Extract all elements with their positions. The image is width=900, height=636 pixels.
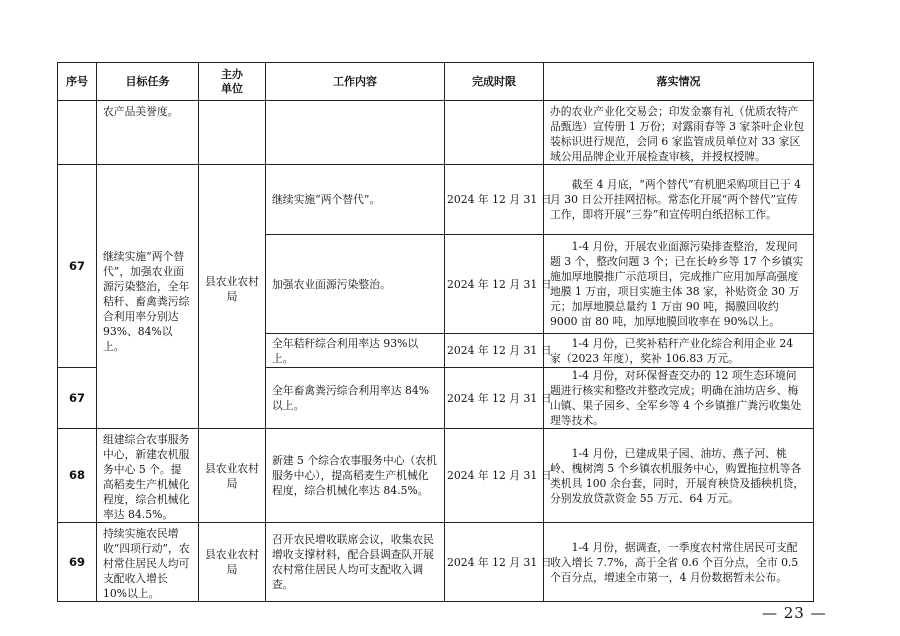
work-table	[57, 62, 814, 602]
cell-unit	[199, 101, 266, 165]
cell-unit-69: 县农业农村局	[199, 523, 266, 602]
header-deadline: 完成时限	[445, 63, 544, 101]
cell-content-67-d: 全年畜禽粪污综合利用率达 84%以上。	[266, 368, 445, 429]
header-unit-line1: 主办	[221, 67, 243, 81]
cell-content-68: 新建 5 个综合农事服务中心（农机服务中心），提高稻麦生产机械化程度，综合机械化率达 84.5%。	[266, 429, 445, 523]
cell-deadline-67-d: 2024 年 12 月 31 日	[445, 368, 544, 429]
cell-deadline-67-c: 2024 年 12 月 31 日	[445, 334, 544, 368]
cell-content-67-c: 全年秸秆综合利用率达 93%以上。	[266, 334, 445, 368]
cell-target-69: 持续实施农民增收“四项行动”，农村常住居民人均可支配收入增长 10%以上。	[97, 523, 199, 602]
cell-content	[266, 101, 445, 165]
cell-no-67: 67	[58, 165, 97, 368]
header-unit-line2: 单位	[221, 81, 243, 95]
cell-status-67-d: 1-4 月份，对环保督查交办的 12 项生态环境问题进行核实和整改并整改完成；明确在油坊店乡、梅山镇、果子园乡、全军乡等 4 个乡镇推广粪污收集处理等技术。	[544, 368, 814, 429]
cell-deadline-69: 2024 年 12 月 31 日	[445, 523, 544, 602]
cell-unit-67	[199, 165, 266, 429]
table-row-67-a	[58, 165, 814, 235]
cell-status-69: 1-4 月份，据调查，一季度农村常住居民可支配收入增长 7.7%，高于全省 0.6 个百分点，全市 0.5 个百分点，增速全市第一，4 月份数据暂未公布。	[544, 523, 814, 602]
target-67-text: 继续实施“两个替代”，加强农业面源污染整治，全年秸秆、畜禽粪污综合利用率分别达 93%、84%以上。	[103, 250, 190, 353]
cell-target-68: 组建综合农事服务中心，新建农机服务中心 5 个。提高稻麦生产机械化程度，综合机械化率达 84.5%。	[97, 429, 199, 523]
cell-deadline-67-a: 2024 年 12 月 31 日	[445, 165, 544, 235]
header-no: 序号	[58, 63, 97, 101]
cell-target: 农产品美誉度。	[97, 101, 199, 165]
table-row-69	[58, 523, 814, 602]
cell-content-67-a: 继续实施“两个替代”。	[266, 165, 445, 235]
cell-no-69: 69	[58, 523, 97, 602]
cell-target-67	[97, 165, 199, 429]
cell-status-67-a: 截至 4 月底，“两个替代”有机肥采购项目已于 4 月 30 日公开挂网招标。常态化开展“两个替代”宣传工作，即将开展“三券”和宣传明白纸招标工作。	[544, 165, 814, 235]
header-target: 目标任务	[97, 63, 199, 101]
cell-unit-68: 县农业农村局	[199, 429, 266, 523]
cell-no-67b: 67	[58, 368, 97, 429]
page-number: — 23 —	[762, 604, 827, 622]
cell-status: 办的农业产业化交易会；印发金寨有礼（优质农特产品甄选）宣传册 1 万份；对露雨春等 3 家茶叶企业包装标识进行规范，会同 6 家监管成员单位对 33 家区域公用品牌企业开展检查审核，并授权授牌。	[544, 101, 814, 165]
table-row-continued	[58, 101, 814, 165]
header-status: 落实情况	[544, 63, 814, 101]
cell-deadline-68: 2024 年 12 月 31 日	[445, 429, 544, 523]
cell-no	[58, 101, 97, 165]
header-content: 工作内容	[266, 63, 445, 101]
cell-deadline-67-b: 2024 年 12 月 31 日	[445, 235, 544, 334]
table-row-68	[58, 429, 814, 523]
cell-no-68: 68	[58, 429, 97, 523]
cell-content-69: 召开农民增收联席会议，收集农民增收支撑材料，配合县调查队开展农村常住居民人均可支配收入调查。	[266, 523, 445, 602]
unit-67-text: 县农业农村局	[205, 275, 259, 303]
cell-deadline	[445, 101, 544, 165]
cell-status-67-c: 1-4 月份，已奖补秸秆产业化综合利用企业 24 家（2023 年度），奖补 106.83 万元。	[544, 334, 814, 368]
header-row	[58, 63, 814, 101]
header-unit	[199, 63, 266, 101]
cell-status-68: 1-4 月份，已建成果子园、油坊、燕子河、桃岭、槐树湾 5 个乡镇农机服务中心，购置拖拉机等各类机具 100 余台套，同时，开展育秧贷及插秧机贷，分别发放贷款资金 55 万元、64 万元。	[544, 429, 814, 523]
cell-content-67-b: 加强农业面源污染整治。	[266, 235, 445, 334]
cell-status-67-b: 1-4 月份，开展农业面源污染排查整治，发现问题 3 个，整改问题 3 个；已在长岭乡等 17 个乡镇实施加厚地膜推广示范项目，完成推广应用加厚高强度地膜 1 万亩，项目实施主体 38 家，补贴资金 30 万元；加厚地膜总量约 1 万亩 90 吨，揭膜回收约 9000 亩 80 吨，加厚地膜回收率在 90%以上。	[544, 235, 814, 334]
